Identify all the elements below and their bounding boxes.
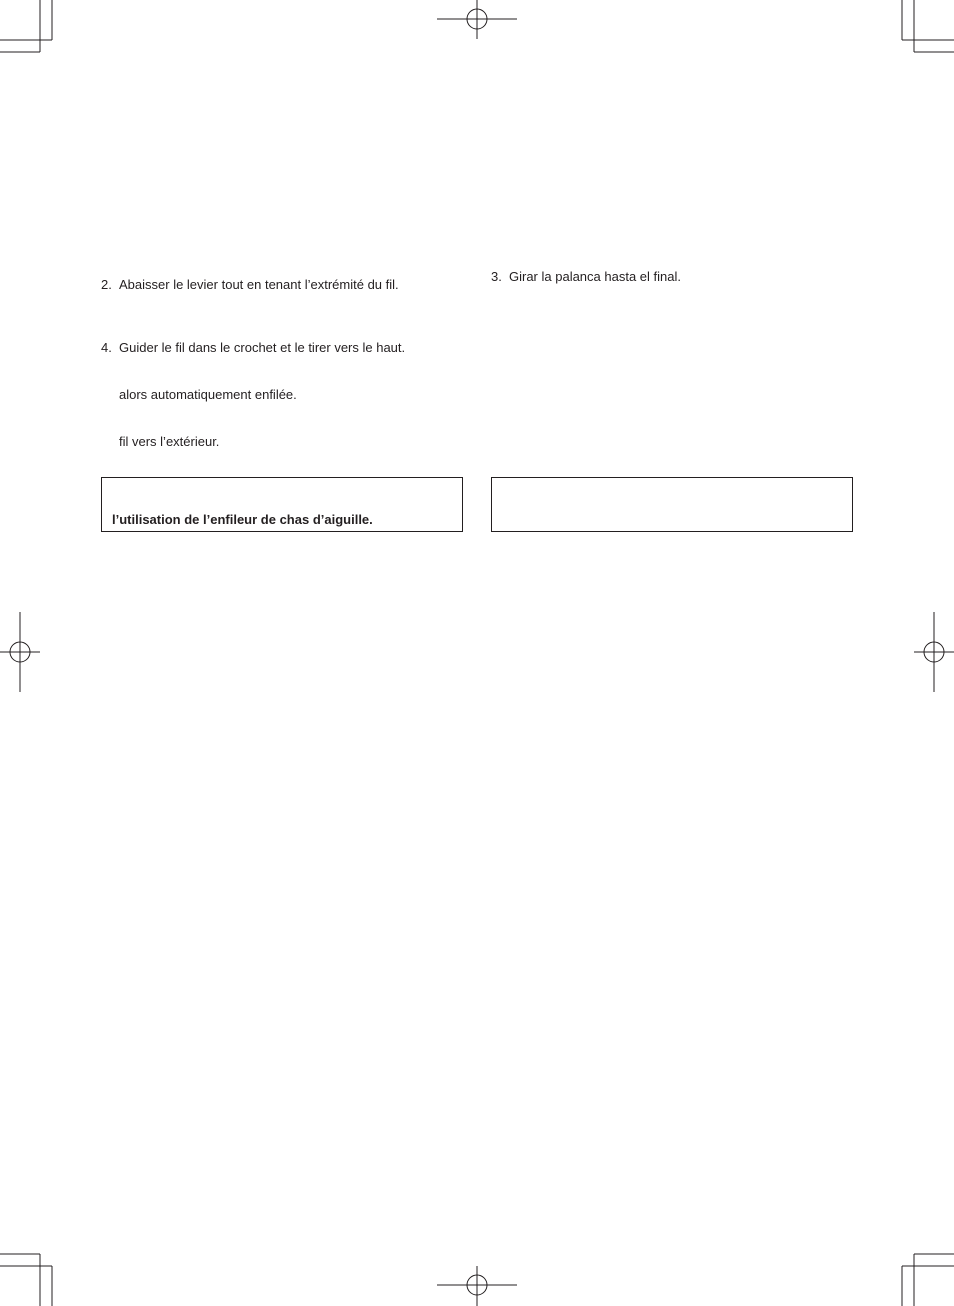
step-2 <box>101 277 399 293</box>
step-3 <box>491 269 681 285</box>
instruction-line-b: fil vers l’extérieur. <box>119 434 220 449</box>
step-4-number: 4. <box>101 340 112 355</box>
step-2-text: Abaisser le levier tout en tenant l’extrémité du fil. <box>119 277 399 292</box>
step-3-number: 3. <box>491 269 502 284</box>
note-box-right <box>491 477 853 532</box>
step-2-number: 2. <box>101 277 112 292</box>
step-4-text: Guider le fil dans le crochet et le tirer vers le haut. <box>119 340 406 355</box>
instruction-line-a: alors automatiquement enfilée. <box>119 387 297 402</box>
note-box-left-text: l’utilisation de l’enfileur de chas d’aiguille. <box>112 512 373 527</box>
step-4 <box>101 340 405 356</box>
step-3-text: Girar la palanca hasta el final. <box>509 269 681 284</box>
